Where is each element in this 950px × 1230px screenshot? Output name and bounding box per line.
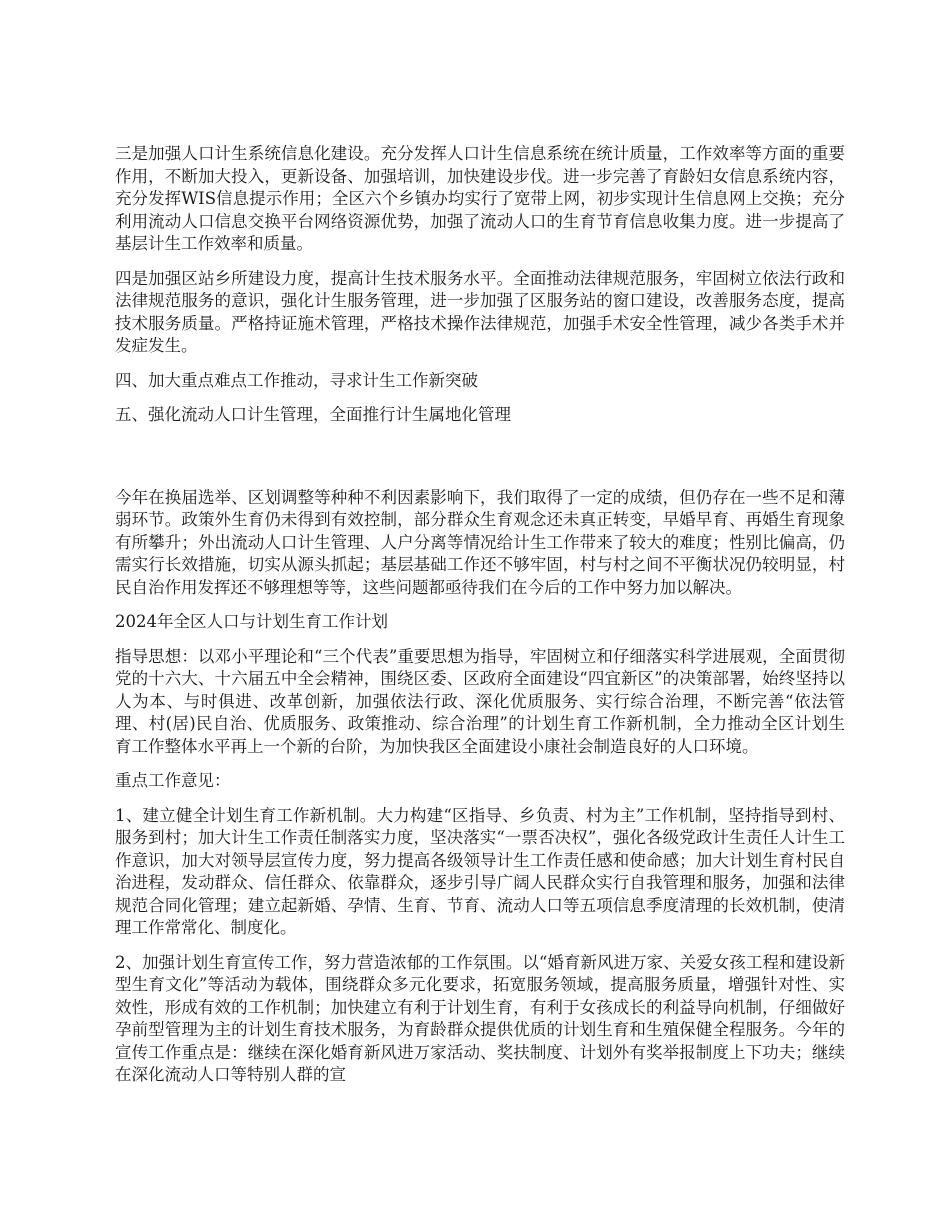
paragraph-item-1: 1、建立健全计划生育工作新机制。大力构建“区指导、乡负责、村为主”工作机制，坚持指导到村、服务到村；加大计生工作责任制落实力度，坚决落实“一票否决权”，强化各级党政计生责任人计生工作意识，加大对领导层宣传力度，努力提高各级领导计生工作责任感和使命感；加大计划生育村民自治进程，发动群众、信任群众、依靠群众，逐步引导广阔人民群众实行自我管理和服务，加强和法律规范合同化管理；建立起新婚、孕情、生育、节育、流动人口等五项信息季度清理的长效机制，使清理工作常常化、制度化。 — [115, 805, 845, 937]
section-gap — [115, 439, 845, 487]
heading-key-difficulties: 四、加大重点难点工作推动，寻求计生工作新突破 — [115, 370, 478, 390]
heading-floating-population: 五、强化流动人口计生管理，全面推行计生属地化管理 — [115, 405, 511, 424]
paragraph-info-system: 三是加强人口计生系统信息化建设。充分发挥人口计生信息系统在统计质量，工作效率等方面的重要作用，不断加大投入，更新设备、加强培训，加快建设步伐。进一步完善了育龄妇女信息系统内容，充分发挥WIS信息提示作用；全区六个乡镇办均实行了宽带上网，初步实现计生信息网上交换；充分利用流动人口信息交换平台网络资源优势，加强了流动人口的生育节育信息收集力度。进一步提高了基层计生工作效率和质量。 — [115, 144, 845, 253]
paragraph-guiding-ideology: 指导思想：以邓小平理论和“三个代表”重要思想为指导，牢固树立和仔细落实科学进展观，全面贯彻党的十六大、十六届五中全会精神，围绕区委、区政府全面建设“四宜新区”的决策部署，始终坚持以人为本、与时俱进、改革创新，加强依法行政、深化优质服务、实行综合治理，不断完善“依法管理、村(居)民自治、优质服务、政策推动、综合治理”的计划生育工作新机制，全力推动全区计划生育工作整体水平再上一个新的台阶，为加快我区全面建设小康社会制造良好的人口环境。 — [115, 646, 845, 756]
paragraph-shortcomings: 今年在换届选举、区划调整等种种不利因素影响下，我们取得了一定的成绩，但仍存在一些不足和薄弱环节。政策外生育仍未得到有效控制，部分群众生育观念还未真正转变，早婚早育、再婚生育现象有所攀升；外出流动人口计生管理、人户分离等情况给计生工作带来了较大的难度；性别比偏高，仍需实行长效措施，切实从源头抓起；基层基础工作还不够牢固，村与村之间不平衡状况仍较明显，村民自治作用发挥还不够理想等等，这些问题都亟待我们在今后的工作中努力加以解决。 — [115, 487, 845, 597]
paragraph-item-2: 2、加强计划生育宣传工作，努力营造浓郁的工作氛围。以“婚育新风进万家、关爱女孩工程和建设新型生育文化”等活动为载体，围绕群众多元化要求，拓宽服务领域，提高服务质量，增强针对性、实效性，形成有效的工作机制；加快建立有利于计划生育，有利于女孩成长的利益导向机制，仔细做好孕前型管理为主的计划生育技术服务，为育龄群众提供优质的计划生育和生殖保健全程服务。今年的宣传工作重点是：继续在深化婚育新风进万家活动、奖扶制度、计划外有奖举报制度上下功夫；继续在深化流动人口等特别人群的宣 — [115, 952, 845, 1084]
heading-plan-title: 2024年全区人口与计划生育工作计划 — [115, 612, 388, 631]
heading-key-work: 重点工作意见： — [115, 771, 231, 790]
paragraph-service-station: 四是加强区站乡所建设力度，提高计生技术服务水平。全面推动法律规范服务，牢固树立依法行政和法律规范服务的意识，强化计生服务管理，进一步加强了区服务站的窗口建设，改善服务态度，提高技术服务质量。严格持证施术管理，严格技术操作法律规范，加强手术安全性管理，减少各类手术并发症发生。 — [115, 268, 845, 355]
document-page — [115, 143, 845, 1099]
